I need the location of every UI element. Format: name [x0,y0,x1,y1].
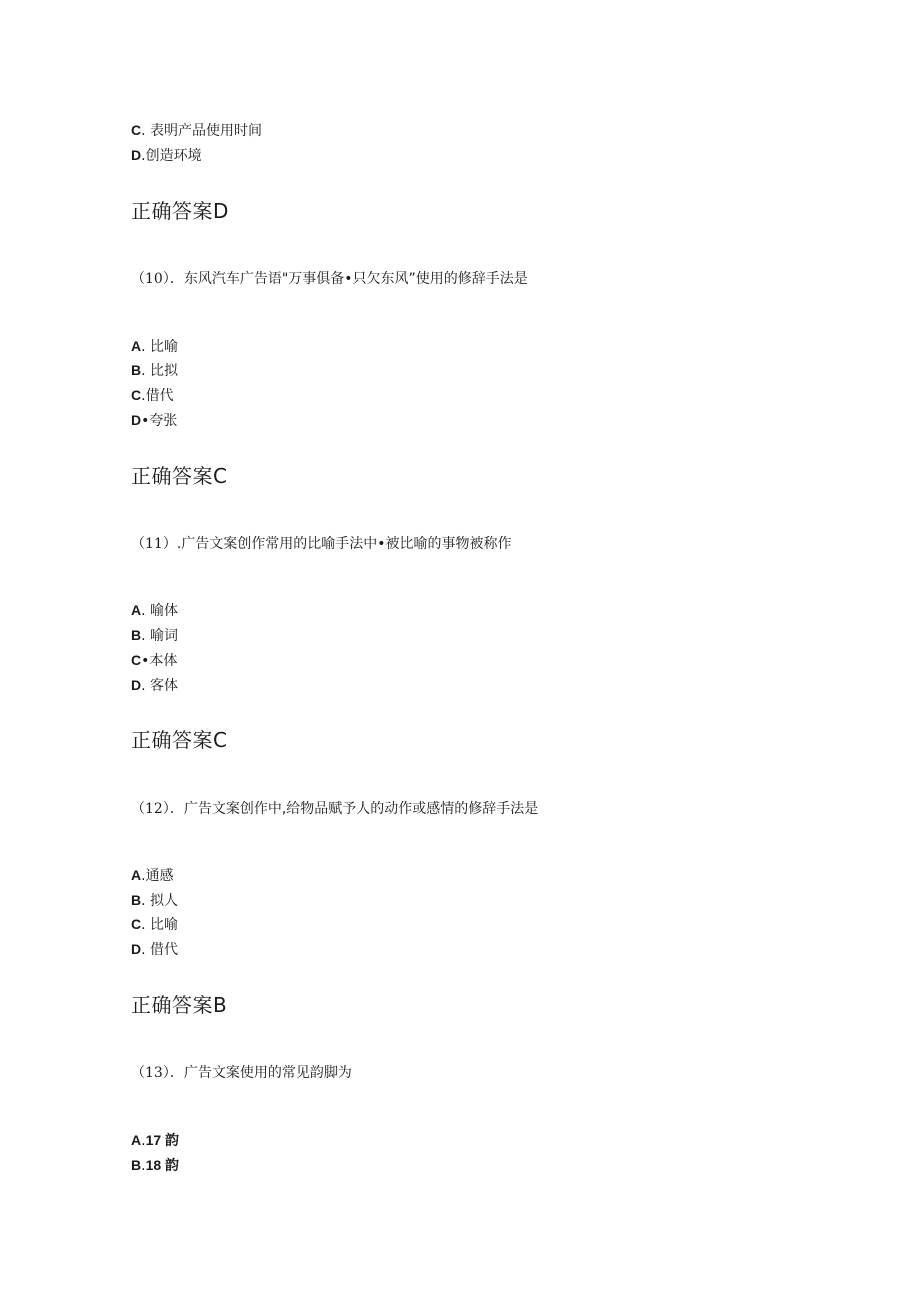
option-text: 比拟 [150,363,179,379]
option-letter: D [131,147,142,163]
option-letter: D [131,941,142,957]
option-b [131,360,178,381]
option-sep: . [141,388,146,404]
question-number: （10） [131,271,170,287]
option-sep: . [141,1133,146,1149]
option-letter: B [131,627,142,643]
question-12 [131,799,538,819]
option-text: 表明产品使用时间 [150,123,263,139]
question-number: （11） [131,536,177,552]
question-13 [131,1063,352,1083]
option-letter: A [131,338,142,354]
question-10 [131,269,528,289]
question-text: ．东风汽车广告语"万事俱备•只欠东风”使用的修辞手法是 [169,271,528,287]
option-sep: . [141,678,151,694]
option-text: 喻体 [150,603,179,619]
option-letter: C [131,122,142,138]
option-c [131,650,177,671]
option-sep: . [141,363,151,379]
question-text: ．广告文案创作中,给物品赋予人的动作或感情的修辞手法是 [169,801,539,817]
correct-answer: 正确答案B [131,993,228,1017]
option-d [131,410,177,431]
option-text: 拟人 [150,893,179,909]
correct-answer: 正确答案C [131,464,228,488]
option-sep: . [141,603,151,619]
correct-answer: 正确答案C [131,728,228,752]
option-text: 18 韵 [145,1157,180,1173]
correct-answer: 正确答案D [131,199,229,223]
option-letter: B [131,362,142,378]
option-text: 借代 [145,388,174,404]
option-letter: A [131,1132,142,1148]
option-sep: . [141,917,151,933]
option-a [131,1130,179,1151]
question-number: （12） [131,801,170,817]
option-letter: C [131,652,142,668]
option-text: 客体 [150,678,179,694]
option-a [131,336,178,357]
option-letter: D [131,677,142,693]
option-text: 夸张 [149,413,178,429]
option-text: 17 韵 [145,1132,180,1148]
option-letter: A [131,867,142,883]
option-sep: • [141,653,150,669]
option-letter: D [131,412,142,428]
option-c [131,385,174,406]
question-text: ．广告文案使用的常见韵脚为 [169,1065,352,1081]
option-text: 比喻 [150,917,179,933]
option-d [131,675,178,696]
option-text: 比喻 [150,339,179,355]
option-sep: . [141,628,151,644]
option-letter: B [131,1157,142,1173]
option-text: 通感 [145,868,174,884]
option-a [131,865,174,886]
option-letter: A [131,602,142,618]
option-a [131,600,178,621]
option-text: 喻词 [150,628,179,644]
option-sep: . [141,123,151,139]
option-letter: C [131,387,142,403]
option-sep: . [141,148,146,164]
question-text: .广告文案创作常用的比喻手法中•被比喻的事物被称作 [176,536,512,552]
option-b [131,625,178,646]
option-sep: . [141,868,146,884]
option-b [131,890,178,911]
option-c [131,120,262,141]
option-letter: B [131,892,142,908]
question-number: （13） [131,1065,170,1081]
option-c [131,914,178,935]
option-sep: . [141,942,151,958]
option-text: 借代 [150,942,179,958]
option-sep: . [141,893,151,909]
option-sep: . [141,339,151,355]
option-letter: C [131,916,142,932]
option-text: 本体 [149,653,178,669]
option-d [131,145,202,166]
option-sep: • [141,413,150,429]
option-d [131,939,178,960]
question-11 [131,534,512,554]
option-sep: . [141,1158,146,1174]
option-b [131,1155,179,1176]
option-text: 创造环境 [145,148,202,164]
